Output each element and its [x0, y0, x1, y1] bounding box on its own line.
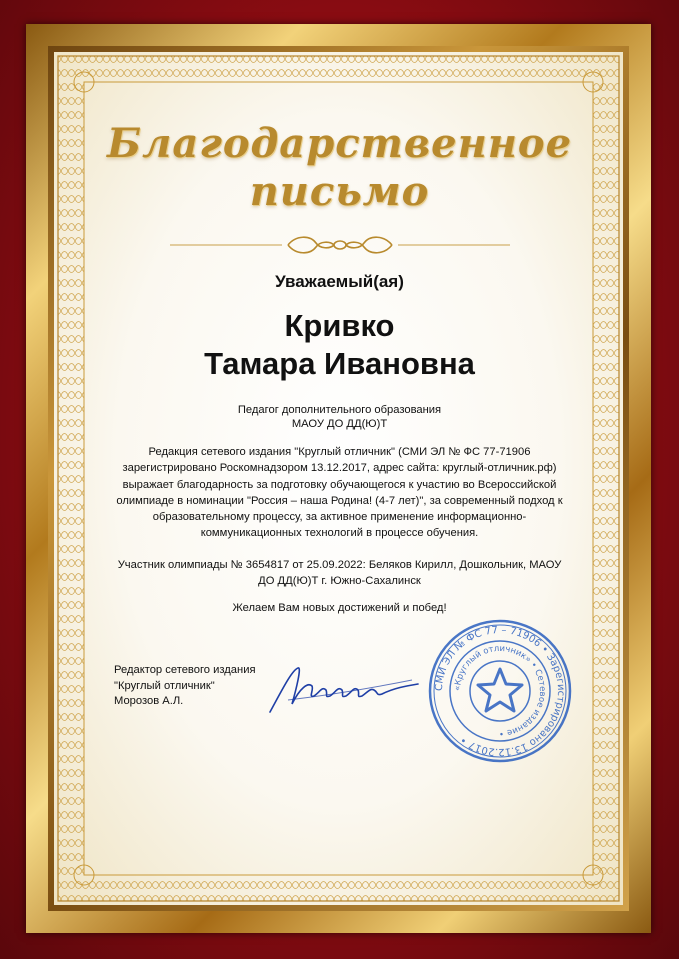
recipient-organization: МАОУ ДО ДД(Ю)Т: [291, 418, 388, 430]
ornamental-divider: [170, 233, 510, 257]
gratitude-paragraph: [110, 444, 569, 542]
paragraph-line: олимпиаде в номинации "Россия – наша Родина! (4-7 лет)", за современный подход к: [116, 494, 563, 507]
official-seal: [425, 616, 575, 766]
seal-outer-text: СМИ ЭЛ № ФС 77 – 71906 • Зарегистрировано 13.12.2017 •: [433, 624, 567, 758]
seal-inner-text: «Круглый отличник» • Сетевое издание •: [452, 643, 548, 739]
paragraph-line: ДО ДД(Ю)Т г. Южно-Сахалинск: [258, 575, 421, 588]
editor-name: Морозов А.Л.: [114, 695, 184, 707]
participant-paragraph: [110, 557, 569, 590]
editor-title: Редактор сетевого издания: [114, 664, 256, 676]
paragraph-line: выражает благодарность за подготовку обучающегося к участию во Всероссийской: [122, 478, 557, 491]
wishes-text: Желаем Вам новых достижений и побед!: [232, 602, 447, 614]
recipient-position: Педагог дополнительного образования: [237, 404, 442, 416]
paragraph-line: Редакция сетевого издания "Круглый отличник" (СМИ ЭЛ № ФС 77-71906: [148, 446, 531, 458]
star-icon: [478, 669, 522, 711]
paragraph-line: Участник олимпиады № 3654817 от 25.09.2022: Беляков Кирилл, Дошкольник, МАОУ: [117, 559, 562, 571]
title-line-2: письмо: [249, 168, 430, 215]
recipient-surname: Кривко: [284, 308, 395, 343]
editor-block: [114, 663, 256, 710]
paragraph-line: зарегистрировано Роскомнадзором 13.12.2017, адрес сайта: круглый-отличник.рф): [122, 462, 557, 475]
salutation: Уважаемый(ая): [275, 272, 404, 291]
svg-text:«Круглый отличник» • Сетевое и: [453, 644, 547, 738]
publication-name: "Круглый отличник": [114, 679, 215, 692]
handwritten-signature: [262, 660, 422, 720]
paragraph-line: образовательному процессу, за активное применение информационно-: [152, 511, 527, 524]
paragraph-line: коммуникационных технологий в процессе обучения.: [200, 527, 479, 540]
recipient-given-names: Тамара Ивановна: [204, 346, 475, 381]
title-line-1: Благодарственное: [106, 120, 573, 167]
